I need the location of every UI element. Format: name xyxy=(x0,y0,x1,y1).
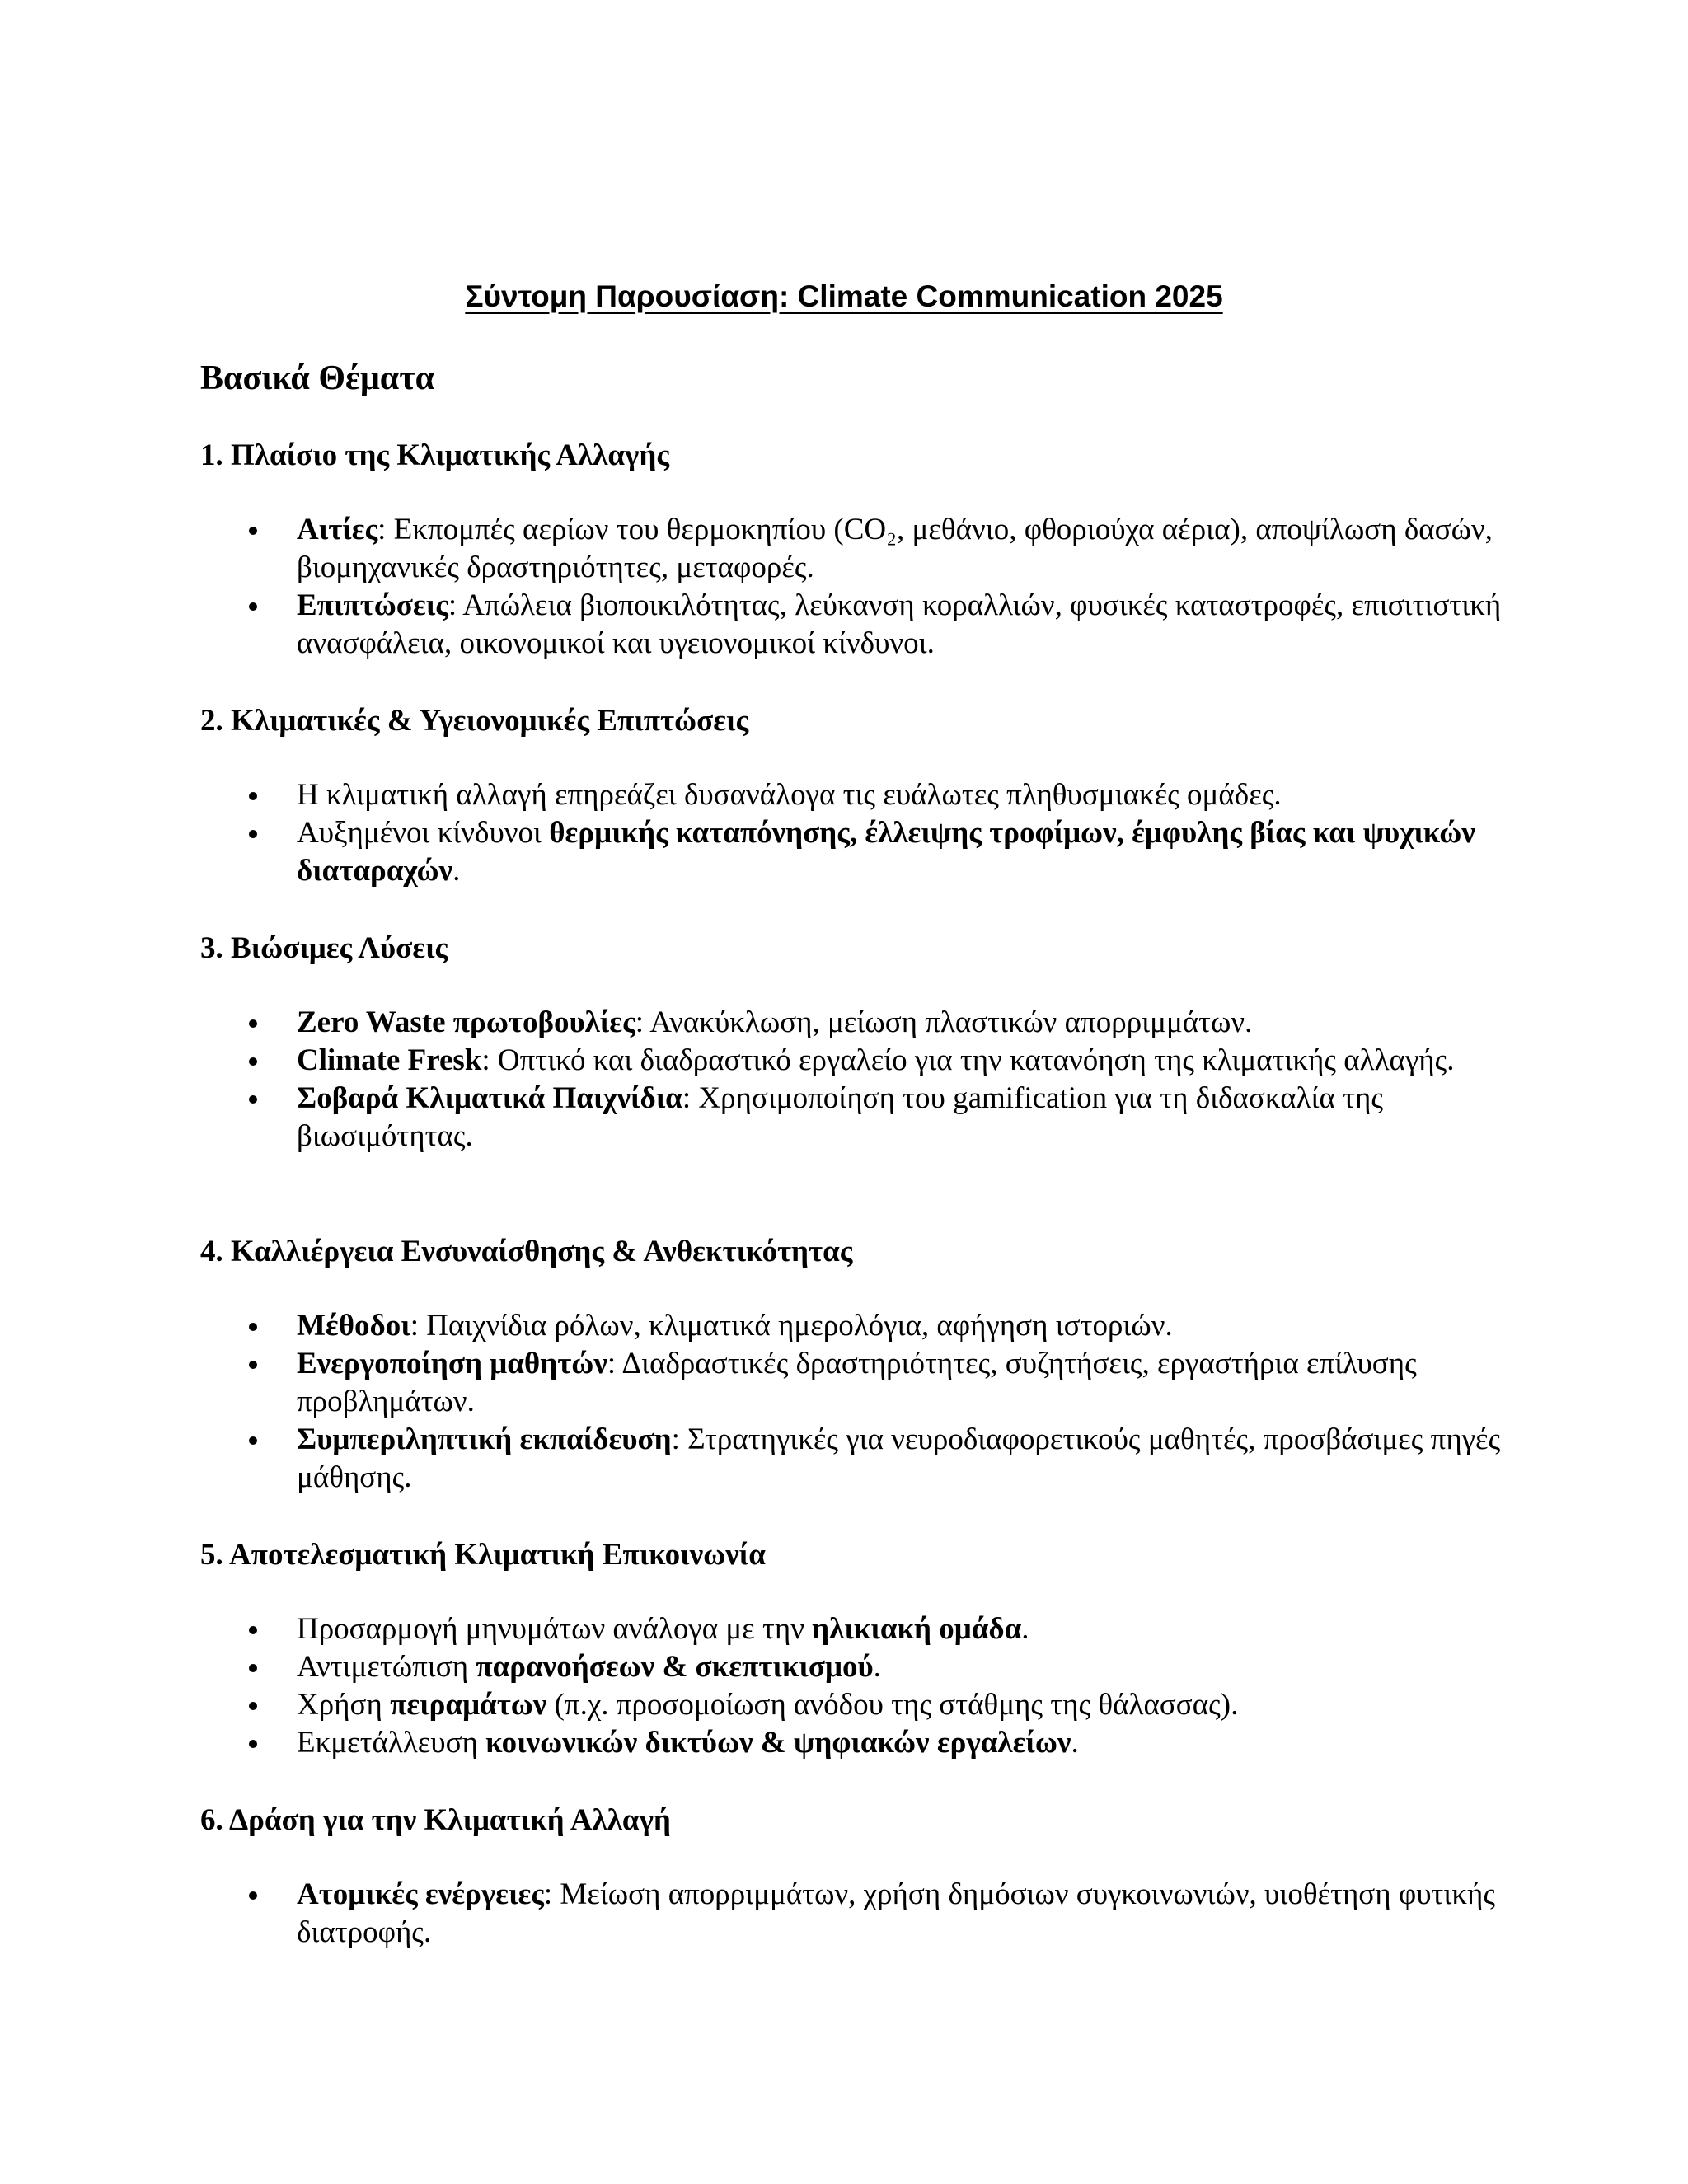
item-bold-text: Ατομικές ενέργειες xyxy=(297,1877,544,1911)
bullet-list xyxy=(200,511,1519,663)
item-bold-text: θερμικής καταπόνησης, έλλειψης τροφίμων, έμφυλης βίας και ψυχικών διαταραχών xyxy=(297,816,1475,888)
item-text: Η κλιματική αλλαγή επηρεάζει δυσανάλογα τις ευάλωτες πληθυσμιακές ομάδες. xyxy=(297,778,1282,812)
bullet-icon xyxy=(249,1323,257,1331)
bullet-list xyxy=(200,1876,1519,1952)
bullet-icon xyxy=(249,1436,257,1445)
list-item xyxy=(200,1004,1566,1042)
section-climate-context xyxy=(200,437,1519,663)
item-bold-text: παρανοήσεων & σκεπτικισμού xyxy=(476,1650,874,1684)
list-item xyxy=(200,1345,1566,1421)
item-text: : Απώλεια βιοποικιλότητας, λεύκανση κοραλλιών, φυσικές καταστροφές, επισιτιστική ανασφάλεια, οικονομικοί και υγειονομικοί κίνδυνοι. xyxy=(297,588,1502,660)
item-bold-text: Zero Waste πρωτοβουλίες xyxy=(297,1005,635,1039)
item-bold-text: Συμπεριληπτική εκπαίδευση xyxy=(297,1422,672,1456)
list-item xyxy=(200,1080,1566,1155)
item-bold-text: κοινωνικών δικτύων & ψηφιακών εργαλείων xyxy=(485,1726,1071,1760)
section-heading: 4. Καλλιέργεια Ενσυναίσθησης & Ανθεκτικότητας xyxy=(200,1235,853,1268)
item-text: : Μείωση απορριμμάτων, χρήση δημόσιων συγκοινωνιών, υιοθέτηση φυτικής διατροφής. xyxy=(297,1877,1495,1949)
section-heading: 3. Βιώσιμες Λύσεις xyxy=(200,931,448,965)
bullet-icon xyxy=(249,1664,257,1672)
bullet-icon xyxy=(249,1626,257,1634)
section-climate-health-impacts xyxy=(200,702,1519,890)
list-item xyxy=(200,1686,1566,1724)
bullet-list xyxy=(200,1004,1519,1155)
section-empathy-resilience xyxy=(200,1233,1519,1497)
list-item xyxy=(200,814,1566,890)
item-bold-text: πειραμάτων xyxy=(390,1688,547,1722)
item-bold-text: Σοβαρά Κλιματικά Παιχνίδια xyxy=(297,1081,682,1115)
list-item xyxy=(200,1648,1566,1686)
document-title: Σύντομη Παρουσίαση: Climate Communication 2025 xyxy=(465,279,1223,313)
list-item xyxy=(200,1876,1566,1952)
list-item xyxy=(200,587,1566,663)
list-item xyxy=(200,1042,1566,1080)
item-bold-text: Ενεργοποίηση μαθητών xyxy=(297,1347,607,1380)
bullet-icon xyxy=(249,1891,257,1900)
item-text-pre: Αυξημένοι κίνδυνοι xyxy=(297,816,550,850)
item-text: : Οπτικό και διαδραστικό εργαλείο για την κατανόηση της κλιματικής αλλαγής. xyxy=(481,1043,1455,1077)
list-item xyxy=(200,511,1566,587)
bullet-icon xyxy=(249,1095,257,1104)
bullet-icon xyxy=(249,1019,257,1028)
bullet-list xyxy=(200,1307,1519,1497)
item-bold-text: Επιπτώσεις xyxy=(297,588,448,622)
item-text-pre: Εκμετάλλευση xyxy=(297,1726,486,1760)
section-heading: 1. Πλαίσιο της Κλιματικής Αλλαγής xyxy=(200,438,669,472)
bullet-icon xyxy=(249,602,257,611)
list-item xyxy=(200,1610,1566,1648)
bullet-icon xyxy=(249,830,257,838)
bullet-list xyxy=(200,1610,1519,1762)
item-text: : Παιχνίδια ρόλων, κλιματικά ημερολόγια, αφήγηση ιστοριών. xyxy=(410,1309,1173,1343)
main-heading: Βασικά Θέματα xyxy=(200,359,435,397)
list-item xyxy=(200,1724,1566,1762)
item-text: (π.χ. προσομοίωση ανόδου της στάθμης της θάλασσας). xyxy=(546,1688,1239,1722)
list-item xyxy=(200,1307,1566,1345)
list-item xyxy=(200,776,1566,814)
item-text: : Διαδραστικές δραστηριότητες, συζητήσεις, εργαστήρια επίλυσης προβλημάτων. xyxy=(297,1347,1417,1418)
item-text: . xyxy=(452,854,461,888)
bullet-list xyxy=(200,776,1519,890)
item-text: : Στρατηγικές για νευροδιαφορετικούς μαθητές, προσβάσιμες πηγές μάθησης. xyxy=(297,1422,1501,1494)
list-item xyxy=(200,1421,1566,1497)
section-heading: 2. Κλιματικές & Υγειονομικές Επιπτώσεις xyxy=(200,704,749,738)
item-bold-text: Climate Fresk xyxy=(297,1043,482,1077)
item-text: : Εκπομπές αερίων του θερμοκηπίου (CO₂, μεθάνιο, φθοριούχα αέρια), αποψίλωση δασών, βιομηχανικές δραστηριότητες, μεταφορές. xyxy=(297,513,1493,584)
item-text: : Ανακύκλωση, μείωση πλαστικών απορριμμάτων. xyxy=(635,1005,1253,1039)
section-heading: 6. Δράση για την Κλιματική Αλλαγή xyxy=(200,1803,671,1837)
bullet-icon xyxy=(249,1740,257,1748)
item-bold-text: Αιτίες xyxy=(297,513,378,546)
item-bold-text: Μέθοδοι xyxy=(297,1309,410,1343)
section-effective-communication xyxy=(200,1536,1519,1762)
item-text: . xyxy=(873,1650,881,1684)
bullet-icon xyxy=(249,792,257,800)
item-text: : Χρησιμοποίηση του gamification για τη διδασκαλία της βιωσιμότητας. xyxy=(297,1081,1383,1153)
section-climate-action xyxy=(200,1802,1519,1952)
item-bold-text: ηλικιακή ομάδα xyxy=(812,1612,1022,1646)
bullet-icon xyxy=(249,527,257,535)
bullet-icon xyxy=(249,1702,257,1710)
section-sustainable-solutions xyxy=(200,930,1519,1155)
item-text-pre: Χρήση xyxy=(297,1688,391,1722)
item-text: . xyxy=(1021,1612,1029,1646)
item-text-pre: Προσαρμογή μηνυμάτων ανάλογα με την xyxy=(297,1612,813,1646)
bullet-icon xyxy=(249,1361,257,1369)
bullet-icon xyxy=(249,1057,257,1066)
section-heading: 5. Αποτελεσματική Κλιματική Επικοινωνία xyxy=(200,1538,766,1572)
item-text: . xyxy=(1071,1726,1079,1760)
item-text-pre: Αντιμετώπιση xyxy=(297,1650,476,1684)
